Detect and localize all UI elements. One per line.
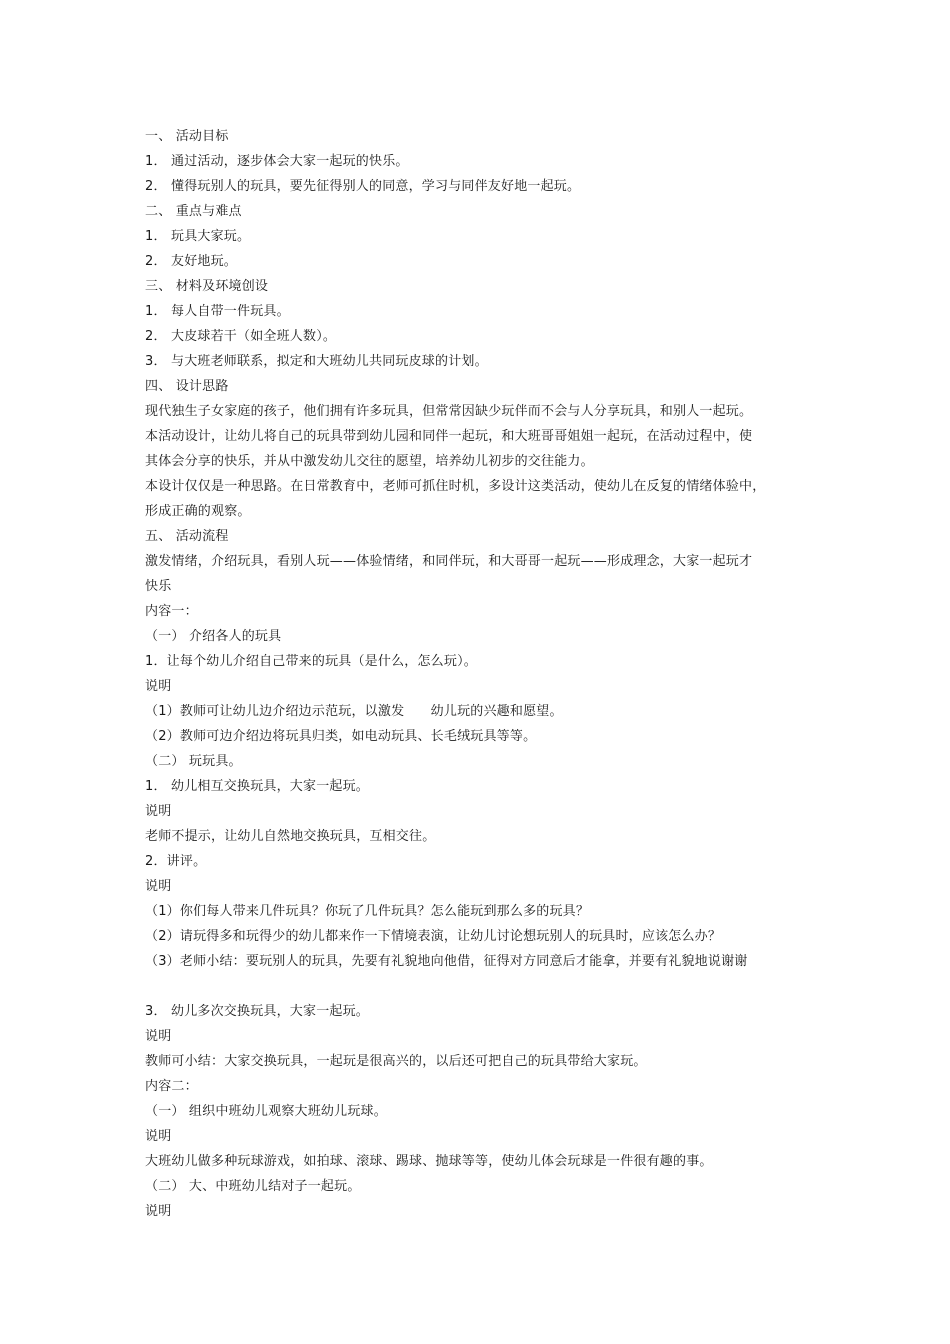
note-label: 说明 [145,879,172,894]
design-paragraph-line: 现代独生子女家庭的孩子，他们拥有许多玩具，但常常因缺少玩伴而不会与人分享玩具，和别人一起玩。 [145,404,753,419]
material-item-3: 3． 与大班老师联系，拟定和大班幼儿共同玩皮球的计划。 [145,354,488,369]
note-text: 教师可小结：大家交换玩具，一起玩是很高兴的，以后还可把自己的玩具带给大家玩。 [145,1054,647,1069]
note-item: （1）你们每人带来几件玩具？你玩了几件玩具？怎么能玩到那么多的玩具？ [145,904,590,919]
blank-line [145,974,825,999]
note-label: 说明 [145,804,172,819]
goal-item-2: 2． 懂得玩别人的玩具，要先征得别人的同意，学习与同伴友好地一起玩。 [145,179,581,194]
note-label: 说明 [145,1029,172,1044]
material-item-2: 2． 大皮球若干（如全班人数）。 [145,329,337,344]
note-text: 大班幼儿做多种玩球游戏，如拍球、滚球、踢球、抛球等等，使幼儿体会玩球是一件很有趣的事。 [145,1154,713,1169]
key-point-1: 1． 玩具大家玩。 [145,229,251,244]
subsection-heading: （二） 大、中班幼儿结对子一起玩。 [145,1179,361,1194]
section-heading-process: 五、 活动流程 [145,529,229,544]
list-item: 1． 幼儿相互交换玩具，大家一起玩。 [145,779,370,794]
note-text: 老师不提示，让幼儿自然地交换玩具，互相交往。 [145,829,436,844]
list-item: 1．让每个幼儿介绍自己带来的玩具（是什么，怎么玩）。 [145,654,477,669]
note-label: 说明 [145,1129,172,1144]
goal-item-1: 1． 通过活动，逐步体会大家一起玩的快乐。 [145,154,409,169]
note-item: （3）老师小结：要玩别人的玩具，先要有礼貌地向他借，征得对方同意后才能拿，并要有礼貌地说谢谢 [145,954,748,969]
note-item: （2）请玩得多和玩得少的幼儿都来作一下情境表演，让幼儿讨论想玩别人的玩具时，应该怎么办？ [145,929,722,944]
note-item: （1）教师可让幼儿边介绍边示范玩，以激发 幼儿玩的兴趣和愿望。 [145,704,563,719]
subsection-heading: （一） 组织中班幼儿观察大班幼儿玩球。 [145,1104,387,1119]
process-summary-line: 快乐 [145,579,172,594]
design-paragraph-line: 形成正确的观察。 [145,504,251,519]
document-body [145,124,825,1224]
content-one-heading: 内容一： [145,604,198,619]
subsection-heading: （二） 玩玩具。 [145,754,242,769]
content-two-heading: 内容二： [145,1079,198,1094]
section-heading-key-points: 二、 重点与难点 [145,204,242,219]
note-label: 说明 [145,1204,172,1219]
section-heading-design: 四、 设计思路 [145,379,229,394]
process-summary-line: 激发情绪，介绍玩具，看别人玩——体验情绪，和同伴玩，和大哥哥一起玩——形成理念，大家一起玩才 [145,554,753,569]
design-paragraph-line: 其体会分享的快乐，并从中激发幼儿交往的愿望，培养幼儿初步的交往能力。 [145,454,594,469]
design-paragraph-line: 本设计仅仅是一种思路。在日常教育中，老师可抓住时机，多设计这类活动，使幼儿在反复的情绪体验中， [145,479,766,494]
note-item: （2）教师可边介绍边将玩具归类，如电动玩具、长毛绒玩具等等。 [145,729,537,744]
note-label: 说明 [145,679,172,694]
key-point-2: 2． 友好地玩。 [145,254,238,269]
design-paragraph-line: 本活动设计，让幼儿将自己的玩具带到幼儿园和同伴一起玩，和大班哥哥姐姐一起玩，在活动过程中，使 [145,429,753,444]
list-item: 3． 幼儿多次交换玩具，大家一起玩。 [145,1004,370,1019]
subsection-heading: （一） 介绍各人的玩具 [145,629,282,644]
list-item: 2．讲评。 [145,854,207,869]
material-item-1: 1． 每人自带一件玩具。 [145,304,290,319]
section-heading-goals: 一、 活动目标 [145,129,229,144]
section-heading-materials: 三、 材料及环境创设 [145,279,269,294]
